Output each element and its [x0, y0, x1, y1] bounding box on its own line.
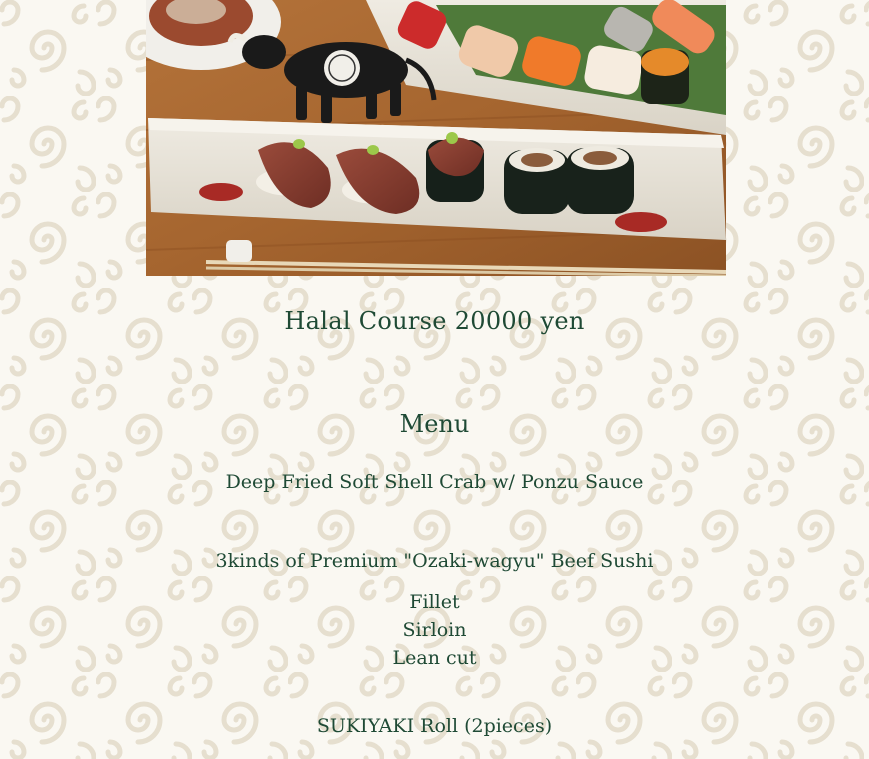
menu-item-soft-shell-crab: Deep Fried Soft Shell Crab w/ Ponzu Sauce — [225, 471, 644, 493]
menu-item-sukiyaki-roll: SUKIYAKI Roll (2pieces) — [316, 715, 553, 737]
course-title: Halal Course 20000 yen — [284, 307, 585, 335]
menu-subitem-sirloin: Sirloin — [402, 619, 467, 641]
menu-heading: Menu — [399, 410, 470, 438]
menu-subitem-fillet: Fillet — [409, 591, 460, 613]
menu-item-wagyu-sushi: 3kinds of Premium "Ozaki-wagyu" Beef Sushi — [215, 550, 654, 572]
menu-subitem-lean-cut: Lean cut — [392, 647, 477, 669]
